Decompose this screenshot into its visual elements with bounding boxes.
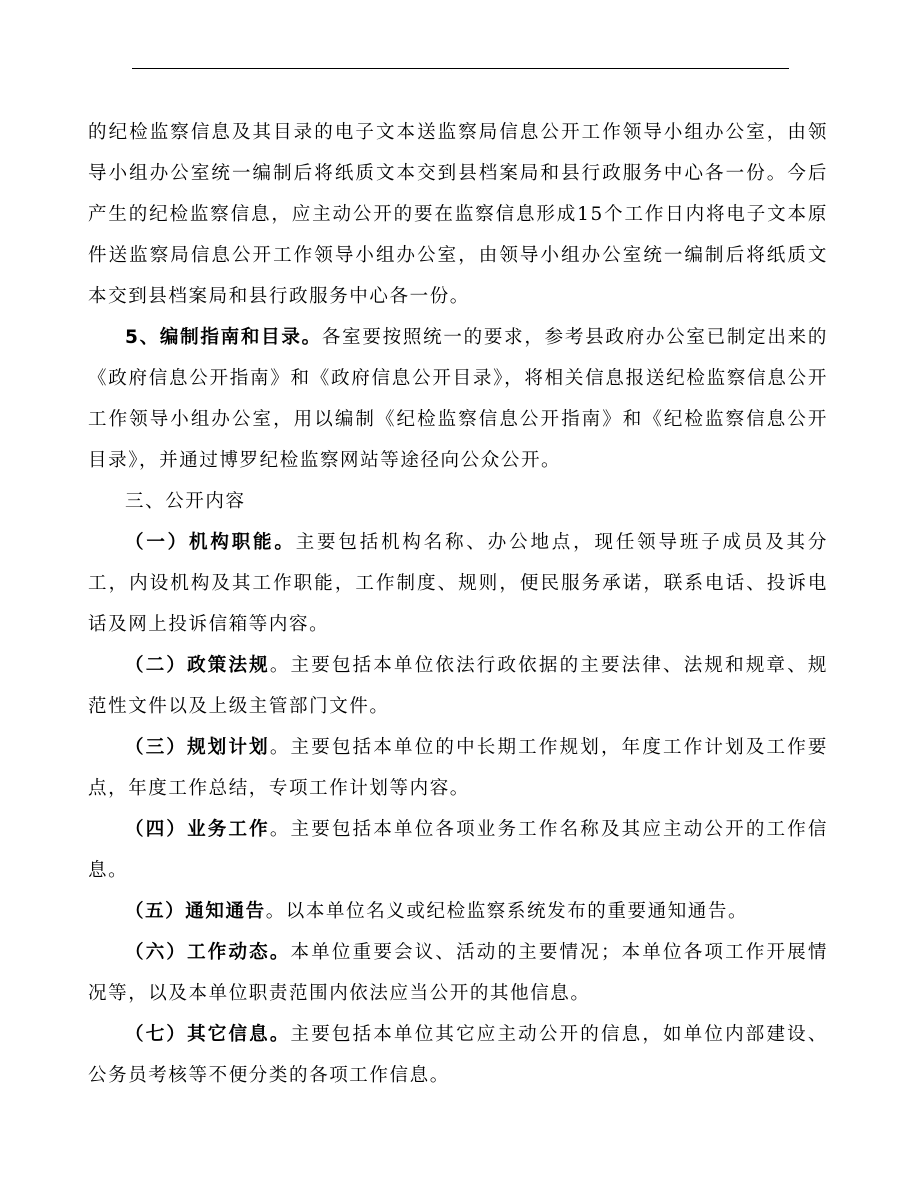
paragraph-continued: 的纪检监察信息及其目录的电子文本送监察局信息公开工作领导小组办公室，由领导小组办公室统一编制后将纸质文本交到县档案局和县行政服务中心各一份。今后产生的纪检监察信息，应主动公开的要在监察信息形成15个工作日内将电子文本原件送监察局信息公开工作领导小组办公室，由领导小组办公室统一编制后将纸质文本交到县档案局和县行政服务中心各一份。 [88, 122, 828, 307]
item-text: 。主要包括本单位的中长期工作规划，年度工作计划及工作要点，年度工作总结，专项工作计划等内容。 [88, 737, 828, 799]
item-text: 主要包括机构名称、办公地点，现任领导班子成员及其分工，内设机构及其工作职能，工作制度、规则，便民服务承诺，联系电话、投诉电话及网上投诉信箱等内容。 [88, 532, 828, 635]
item-text: 。主要包括本单位依法行政依据的主要法律、法规和规章、规范性文件以及上级主管部门文件。 [88, 655, 828, 717]
item-paragraph-5 [88, 891, 828, 932]
item-text: 。以本单位名义或纪检监察系统发布的重要通知通告。 [265, 901, 749, 922]
paragraph-heading: 5、编制指南和目录。 [125, 327, 322, 348]
item-heading: （七）其它信息。 [125, 1024, 291, 1045]
paragraph-text: 各室要按照统一的要求，参考县政府办公室已制定出来的《政府信息公开指南》和《政府信息公开目录》，将相关信息报送纪检监察信息公开工作领导小组办公室，用以编制《纪检监察信息公开指南》和《纪检监察信息公开目录》，并通过博罗纪检监察网站等途径向公众公开。 [88, 327, 828, 471]
section-title: 三、公开内容 [125, 491, 246, 512]
item-paragraph-4 [88, 809, 828, 891]
item-heading: （四）业务工作 [125, 819, 270, 840]
item-text: 主要包括本单位其它应主动公开的信息，如单位内部建设、公务员考核等不便分类的各项工作信息。 [88, 1024, 828, 1086]
item-text: 。主要包括本单位各项业务工作名称及其应主动公开的工作信息。 [88, 819, 828, 881]
item-text: 本单位重要会议、活动的主要情况；本单位各项工作开展情况等，以及本单位职责范围内依法应当公开的其他信息。 [88, 942, 828, 1004]
item-heading: （五）通知通告 [125, 901, 266, 922]
document-body [88, 112, 828, 1096]
item-heading: （一）机构职能。 [125, 532, 296, 553]
item-heading: （二）政策法规 [125, 655, 270, 676]
paragraph-guide-and-catalog [88, 317, 828, 481]
item-paragraph-3 [88, 727, 828, 809]
item-heading: （三）规划计划 [125, 737, 270, 758]
item-paragraph-7 [88, 1014, 828, 1096]
header-rule [132, 68, 789, 69]
item-paragraph-1 [88, 522, 828, 645]
item-paragraph-6 [88, 932, 828, 1014]
item-paragraph-2 [88, 645, 828, 727]
item-heading: （六）工作动态。 [125, 942, 291, 963]
